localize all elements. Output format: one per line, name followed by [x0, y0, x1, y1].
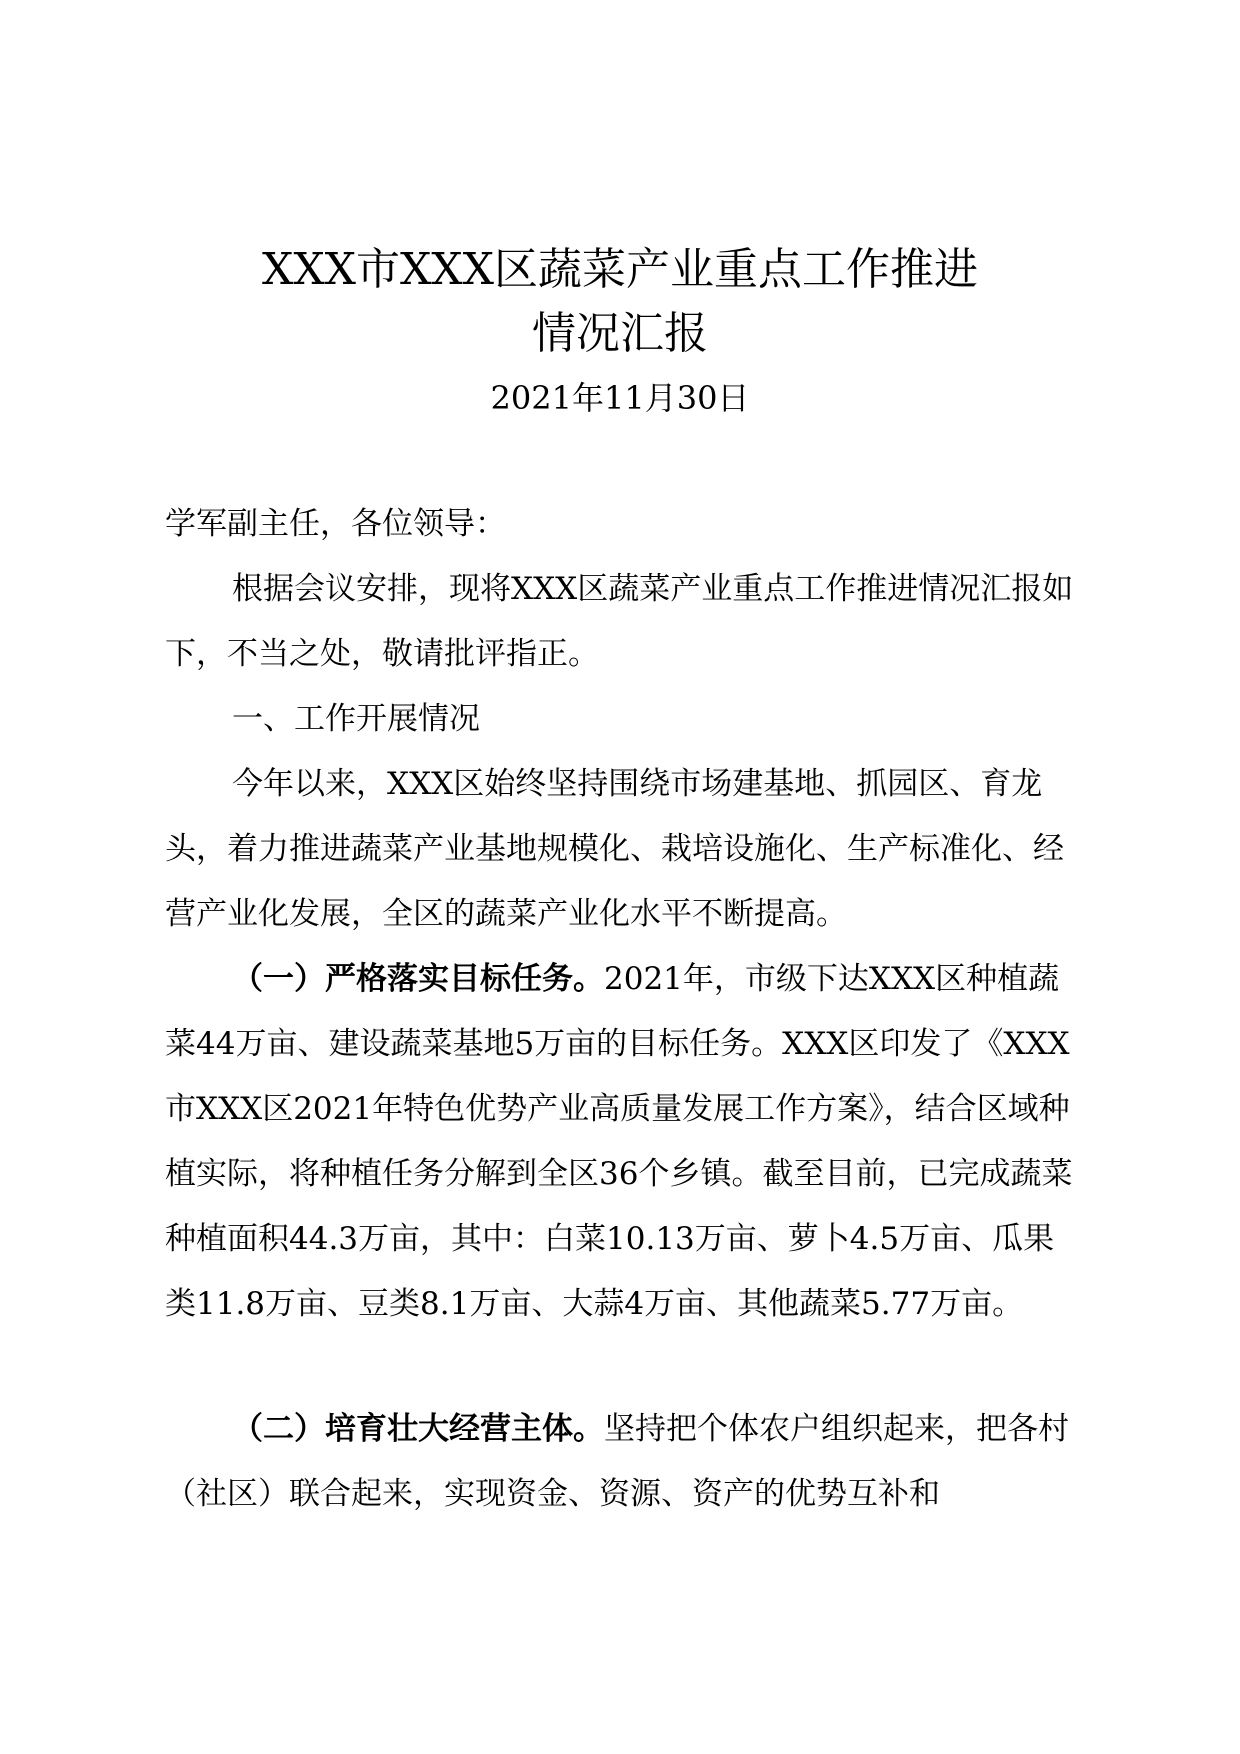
intro-paragraph: 根据会议安排，现将XXX区蔬菜产业重点工作推进情况汇报如下，不当之处，敬请批评指正。 — [165, 571, 1074, 672]
section-heading-1: 一、工作开展情况 — [232, 701, 480, 737]
item-1-lead: （一）严格落实目标任务。 — [232, 961, 604, 997]
item-1-paragraph — [165, 947, 1080, 1337]
document-title-line-2: 情况汇报 — [532, 308, 708, 359]
document-title-line-1: XXX市XXX区蔬菜产业重点工作推进 — [262, 244, 978, 295]
item-2-paragraph — [165, 1397, 1080, 1527]
section-1-intro-paragraph: 今年以来，XXX区始终坚持围绕市场建基地、抓园区、育龙头，着力推进蔬菜产业基地规模化、栽培设施化、生产标准化、经营产业化发展，全区的蔬菜产业化水平不断提高。 — [165, 766, 1064, 932]
item-2-text: 坚持把个体农户组织起来，把各村（社区）联合起来，实现资金、资源、资产的优势互补和 — [165, 1411, 1069, 1512]
document-date: 2021年11月30日 — [490, 379, 750, 417]
salutation: 学军副主任，各位领导： — [165, 506, 506, 542]
item-2-lead: （二）培育壮大经营主体。 — [232, 1411, 604, 1447]
item-1-text: 2021年，市级下达XXX区种植蔬菜44万亩、建设蔬菜基地5万亩的目标任务。XXX区印发了《XXX市XXX区2021年特色优势产业高质量发展工作方案》，结合区域种植实际，将种植任务分解到全区36个乡镇。截至目前，已完成蔬菜种植面积44.3万亩，其中：白菜10.13万亩、萝卜4.5万亩、瓜果类11.8万亩、豆类8.1万亩、大蒜4万亩、其他蔬菜5.77万亩。 — [165, 961, 1073, 1322]
